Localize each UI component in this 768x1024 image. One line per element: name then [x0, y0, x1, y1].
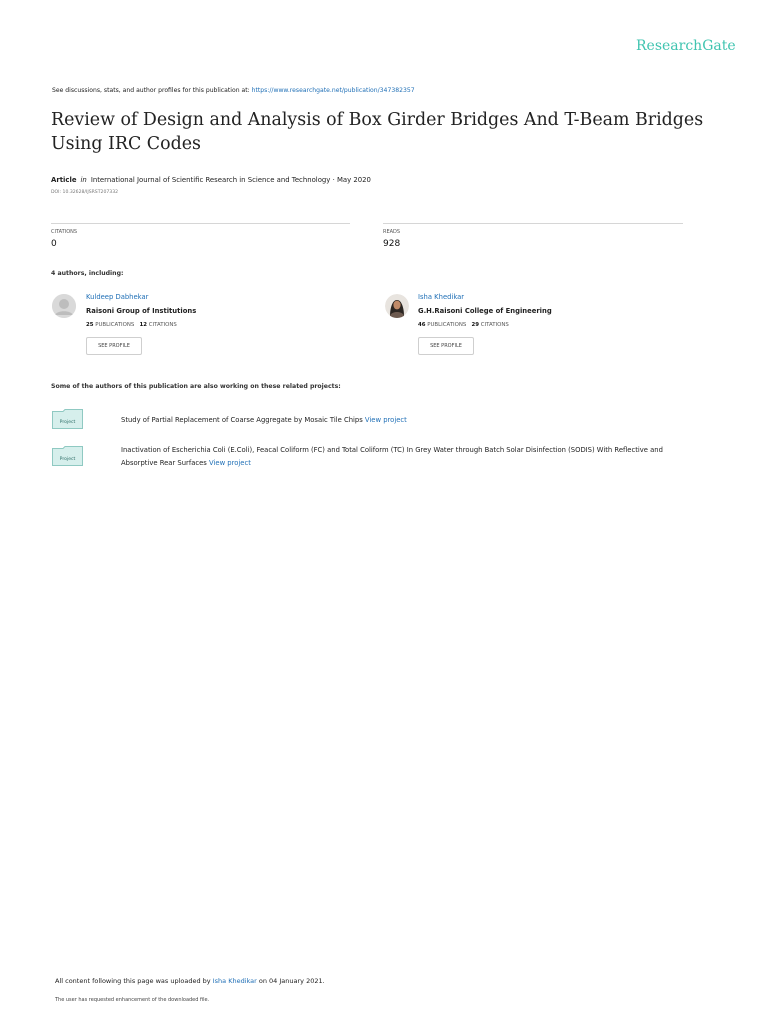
doi-text: DOI: 10.32628/IJSRST207332 — [51, 190, 119, 195]
project-folder-icon[interactable] — [52, 409, 83, 429]
discussion-notice — [52, 87, 415, 94]
publication-meta — [51, 176, 371, 184]
reads-label: READS — [383, 229, 401, 235]
enhancement-notice: The user has requested enhancement of the downloaded file. — [55, 997, 210, 1003]
author-institution: Raisoni Group of Institutions — [86, 307, 197, 315]
publications-label: PUBLICATIONS — [95, 322, 135, 328]
project-title: Inactivation of Escherichia Coli (E.Coli), Feacal Coliform (FC) and Total Coliform (TC) In Grey Water through Batch Solar Disinfection (SODIS) With Reflective and Absorptive Rear Surfaces — [121, 446, 663, 467]
upload-suffix: on 04 January 2021. — [256, 977, 325, 985]
reads-divider — [383, 223, 683, 224]
uploader-link[interactable]: Isha Khedikar — [212, 977, 257, 985]
citations-value: 0 — [51, 239, 57, 249]
journal-name: International Journal of Scientific Research in Science and Technology · May 2020 — [90, 176, 371, 184]
author-stats — [86, 322, 177, 328]
author-institution: G.H.Raisoni College of Engineering — [418, 307, 552, 315]
author-name-link[interactable]: Isha Khedikar — [418, 293, 465, 301]
project-icon-label: Project — [59, 457, 76, 462]
reads-value: 928 — [383, 239, 401, 249]
publications-count: 46 — [418, 322, 426, 328]
project-item — [121, 444, 691, 470]
author-name-link[interactable]: Kuldeep Dabhekar — [86, 293, 149, 301]
publication-url-link[interactable]: https://www.researchgate.net/publication/347382357 — [251, 87, 415, 94]
publications-label: PUBLICATIONS — [427, 322, 467, 328]
publication-title: Review of Design and Analysis of Box Girder Bridges And T-Beam Bridges Using IRC Codes — [51, 110, 704, 154]
project-icon-label: Project — [59, 420, 76, 425]
profile-photo-icon[interactable] — [385, 294, 409, 318]
citations-divider — [51, 223, 350, 224]
citations-label: CITATIONS — [51, 229, 78, 235]
citations-label: CITATIONS — [148, 322, 177, 328]
project-title: Study of Partial Replacement of Coarse Aggregate by Mosaic Tile Chips — [121, 416, 365, 424]
project-item — [121, 414, 691, 427]
authors-heading: 4 authors, including: — [51, 270, 124, 277]
citations-count: 29 — [471, 322, 479, 328]
author-stats — [418, 322, 509, 328]
publication-type: Article — [51, 176, 77, 184]
discussion-notice-text: See discussions, stats, and author profiles for this publication at: — [52, 87, 252, 94]
researchgate-logo[interactable]: ResearchGate — [636, 38, 736, 54]
project-folder-icon[interactable] — [52, 446, 83, 466]
upload-notice — [55, 977, 325, 985]
see-profile-button[interactable]: SEE PROFILE — [86, 337, 142, 355]
upload-prefix: All content following this page was uploaded by — [55, 977, 213, 985]
view-project-link[interactable]: View project — [209, 459, 251, 467]
default-avatar-icon[interactable] — [52, 294, 76, 318]
citations-count: 12 — [139, 322, 147, 328]
in-label: in — [80, 176, 87, 184]
see-profile-button[interactable]: SEE PROFILE — [418, 337, 474, 355]
view-project-link[interactable]: View project — [364, 416, 407, 424]
related-projects-heading: Some of the authors of this publication are also working on these related projects: — [51, 383, 341, 390]
citations-label: CITATIONS — [480, 322, 509, 328]
publications-count: 25 — [86, 322, 94, 328]
